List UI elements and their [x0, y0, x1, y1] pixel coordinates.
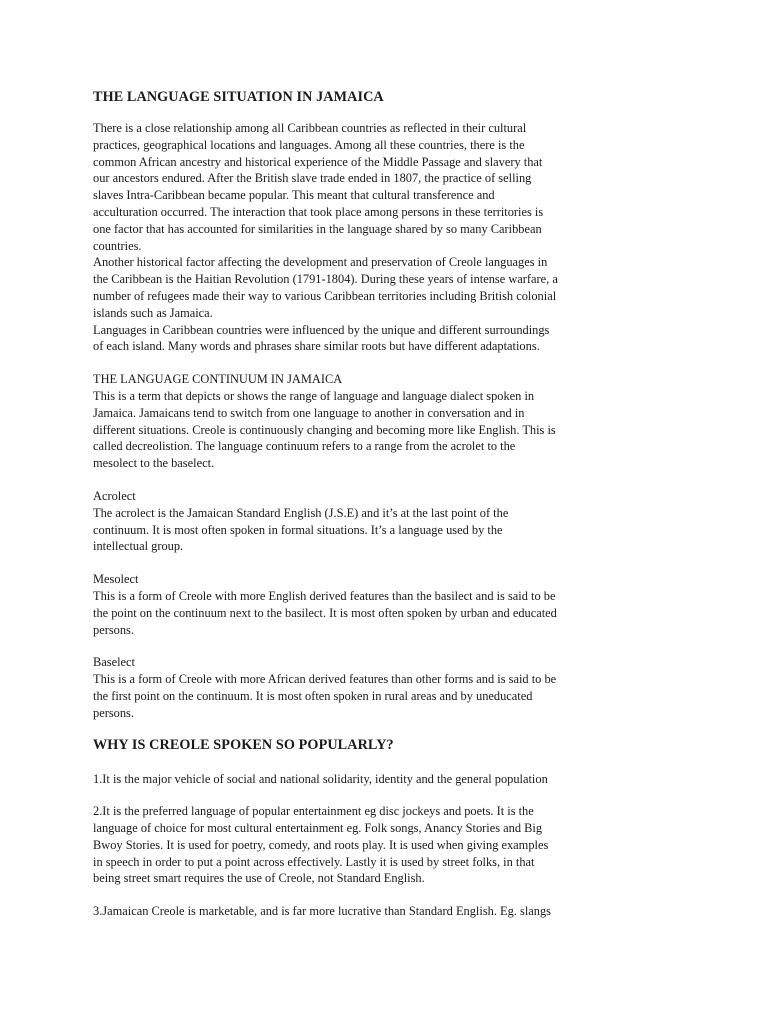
text-line: persons. [93, 622, 134, 637]
mesolect-heading: Mesolect [93, 572, 139, 587]
text-line: mesolect to the baselect. [93, 456, 215, 471]
text-line: This is a form of Creole with more African derived features than other forms and is said to be [93, 672, 557, 687]
text-line: number of refugees made their way to various Caribbean territories including British colonial [93, 288, 557, 303]
text-line: Another historical factor affecting the development and preservation of Creole languages in [93, 255, 548, 270]
text-line: countries. [93, 238, 142, 253]
continuum-heading: THE LANGUAGE CONTINUUM IN JAMAICA [93, 372, 343, 387]
baselect-heading: Baselect [93, 655, 135, 670]
text-line: the first point on the continuum. It is most often spoken in rural areas and by uneducated [93, 688, 533, 703]
intro-paragraph-2 [93, 254, 675, 321]
text-line: common African ancestry and historical experience of the Middle Passage and slavery that [93, 154, 543, 169]
text-line: being street smart requires the use of Creole, not Standard English. [93, 871, 425, 886]
text-line: the Caribbean is the Haitian Revolution (1791-1804). During these years of intense warfare, a [93, 272, 558, 287]
text-line: islands such as Jamaica. [93, 305, 213, 320]
point-3 [93, 903, 675, 920]
point-1 [93, 771, 675, 788]
text-line: There is a close relationship among all Caribbean countries as reflected in their cultural [93, 121, 527, 135]
text-line: Languages in Caribbean countries were influenced by the unique and different surroundings [93, 322, 550, 337]
text-line: in speech in order to put a point across effectively. Lastly it is used by street folks, in that [93, 854, 535, 869]
text-line: Jamaica. Jamaicans tend to switch from one language to another in conversation and in [93, 405, 525, 420]
text-line: The acrolect is the Jamaican Standard English (J.S.E) and it’s at the last point of the [93, 505, 509, 520]
text-line: one factor that has accounted for similarities in the language shared by so many Caribbean [93, 221, 542, 236]
text-line: our ancestors endured. After the British slave trade ended in 1807, the practice of selling [93, 171, 532, 186]
text-line: language of choice for most cultural entertainment eg. Folk songs, Anancy Stories and Big [93, 821, 543, 836]
text-line: of each island. Many words and phrases share similar roots but have different adaptations. [93, 339, 540, 354]
text-line: practices, geographical locations and languages. Among all these countries, there is the [93, 137, 525, 152]
continuum-section [93, 371, 675, 472]
text-line: This is a term that depicts or shows the range of language and language dialect spoken in [93, 388, 535, 403]
text-line: the point on the continuum next to the basilect. It is most often spoken by urban and educated [93, 605, 557, 620]
text-line: continuum. It is most often spoken in formal situations. It’s a language used by the [93, 522, 503, 537]
acrolect-heading: Acrolect [93, 488, 136, 503]
why-creole-heading: WHY IS CREOLE SPOKEN SO POPULARLY? [93, 736, 394, 753]
text-line: intellectual group. [93, 539, 184, 554]
mesolect-section [93, 571, 675, 638]
text-line: different situations. Creole is continuously changing and becoming more like English. This is [93, 422, 556, 437]
text-line: This is a form of Creole with more English derived features than the basilect and is said to be [93, 588, 556, 603]
text-line: 1.It is the major vehicle of social and national solidarity, identity and the general population [93, 771, 548, 786]
text-line: Bwoy Stories. It is used for poetry, comedy, and roots play. It is used when giving examples [93, 837, 549, 852]
document-page [93, 88, 675, 920]
document-title: THE LANGUAGE SITUATION IN JAMAICA [93, 89, 384, 105]
text-line: called decreolistion. The language continuum refers to a range from the acrolet to the [93, 439, 516, 454]
baselect-section [93, 654, 675, 721]
text-line: slaves Intra-Caribbean became popular. This meant that cultural transference and [93, 188, 495, 203]
intro-paragraph-3 [93, 322, 675, 356]
point-2 [93, 803, 675, 887]
text-line: 2.It is the preferred language of popular entertainment eg disc jockeys and poets. It is the [93, 804, 534, 819]
acrolect-section [93, 488, 675, 555]
intro-paragraph-1 [93, 120, 675, 254]
text-line: persons. [93, 705, 134, 720]
text-line: 3.Jamaican Creole is marketable, and is far more lucrative than Standard English. Eg. slangs [93, 904, 551, 919]
text-line: acculturation occurred. The interaction that took place among persons in these territories is [93, 204, 544, 219]
